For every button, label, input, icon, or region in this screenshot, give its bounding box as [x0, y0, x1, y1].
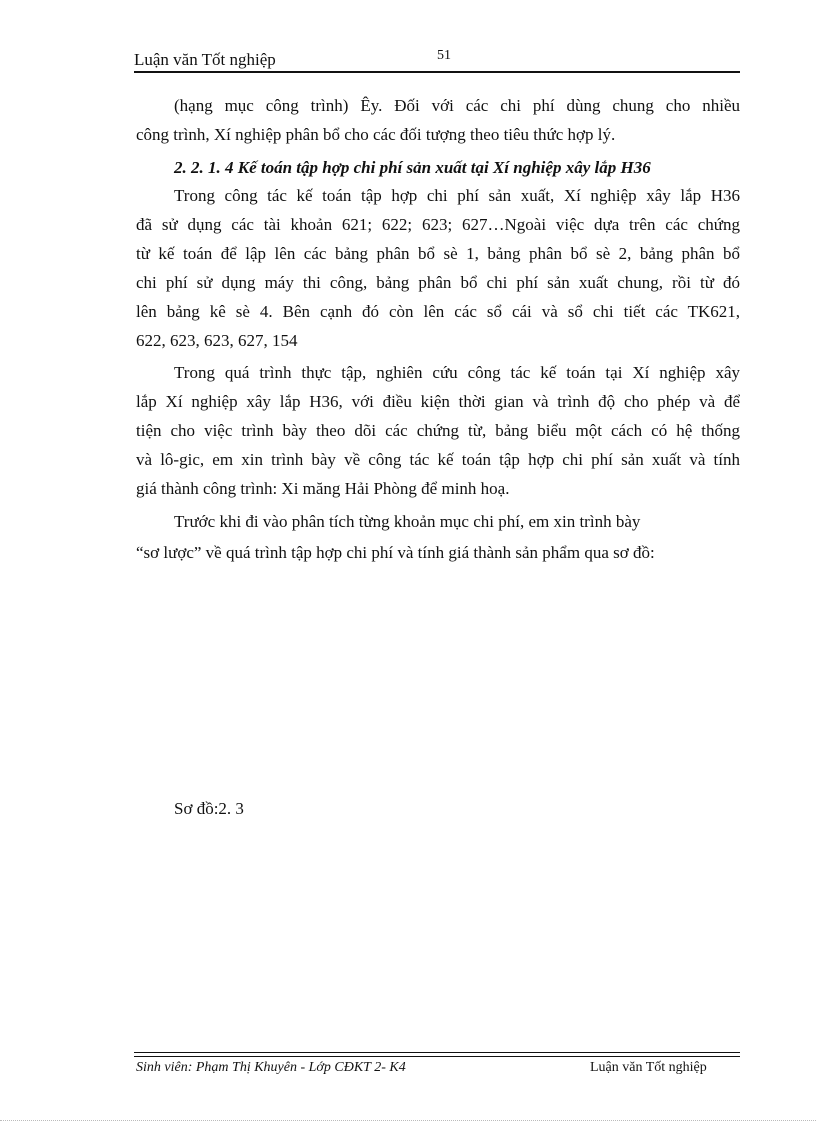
paragraph-4: [136, 506, 740, 567]
paragraph-4-line: “sơ lược” về quá trình tập hợp chi phí và tính giá thành sản phẩm qua sơ đồ:: [136, 543, 655, 562]
paragraph-3-line: tiện cho việc trình bày theo dõi các chứng từ, bảng biểu một cách có hệ thống: [136, 421, 740, 440]
footer-divider: [134, 1052, 740, 1057]
paragraph-4-line: Trước khi đi vào phân tích từng khoản mục chi phí, em xin trình bày: [174, 512, 641, 531]
header-divider: [134, 71, 740, 73]
paragraph-2-line: từ kế toán để lập lên các bảng phân bổ sè 1, bảng phân bổ sè 2, bảng phân bổ: [136, 244, 740, 263]
paragraph-2: [136, 181, 740, 355]
paragraph-1: [136, 91, 740, 149]
section-heading: 2. 2. 1. 4 Kế toán tập hợp chi phí sản xuất tại Xí nghiệp xây lắp H36: [174, 158, 651, 177]
paragraph-3-line: giá thành công trình: Xi măng Hải Phòng để minh hoạ.: [136, 479, 510, 498]
header-title: Luận văn Tốt nghiệp: [134, 50, 276, 69]
paragraph-2-line: 622, 623, 623, 627, 154: [136, 331, 298, 350]
paragraph-2-line: Trong công tác kế toán tập hợp chi phí sản xuất, Xí nghiệp xây lắp H36: [174, 186, 740, 205]
footer-title: Luận văn Tốt nghiệp: [590, 1060, 707, 1075]
paragraph-3: [136, 358, 740, 503]
paragraph-1-line: (hạng mục công trình) Êy. Đối với các chi phí dùng chung cho nhiều: [174, 96, 740, 115]
paragraph-1-line: công trình, Xí nghiệp phân bổ cho các đối tượng theo tiêu thức hợp lý.: [136, 125, 616, 144]
page-number: 51: [437, 48, 451, 63]
paragraph-2-line: đã sử dụng các tài khoản 621; 622; 623; 627…Ngoài việc dựa trên các chứng: [136, 215, 740, 234]
page-edge: [0, 1120, 816, 1121]
footer-student-info: Sinh viên: Phạm Thị Khuyên - Lớp CĐKT 2- K4: [136, 1060, 406, 1075]
paragraph-3-line: Trong quá trình thực tập, nghiên cứu công tác kế toán tại Xí nghiệp xây: [174, 363, 740, 382]
paragraph-2-line: lên bảng kê sè 4. Bên cạnh đó còn lên các sổ cái và sổ chi tiết các TK621,: [136, 302, 740, 321]
diagram-label: Sơ đồ:2. 3: [174, 799, 244, 818]
paragraph-3-line: lắp Xí nghiệp xây lắp H36, với điều kiện thời gian và trình độ cho phép và để: [136, 392, 740, 411]
paragraph-3-line: và lô-gic, em xin trình bày về công tác kế toán tập hợp chi phí sản xuất và tính: [136, 450, 740, 469]
paragraph-2-line: chi phí sử dụng máy thi công, bảng phân bổ chi phí sản xuất chung, rồi từ đó: [136, 273, 740, 292]
